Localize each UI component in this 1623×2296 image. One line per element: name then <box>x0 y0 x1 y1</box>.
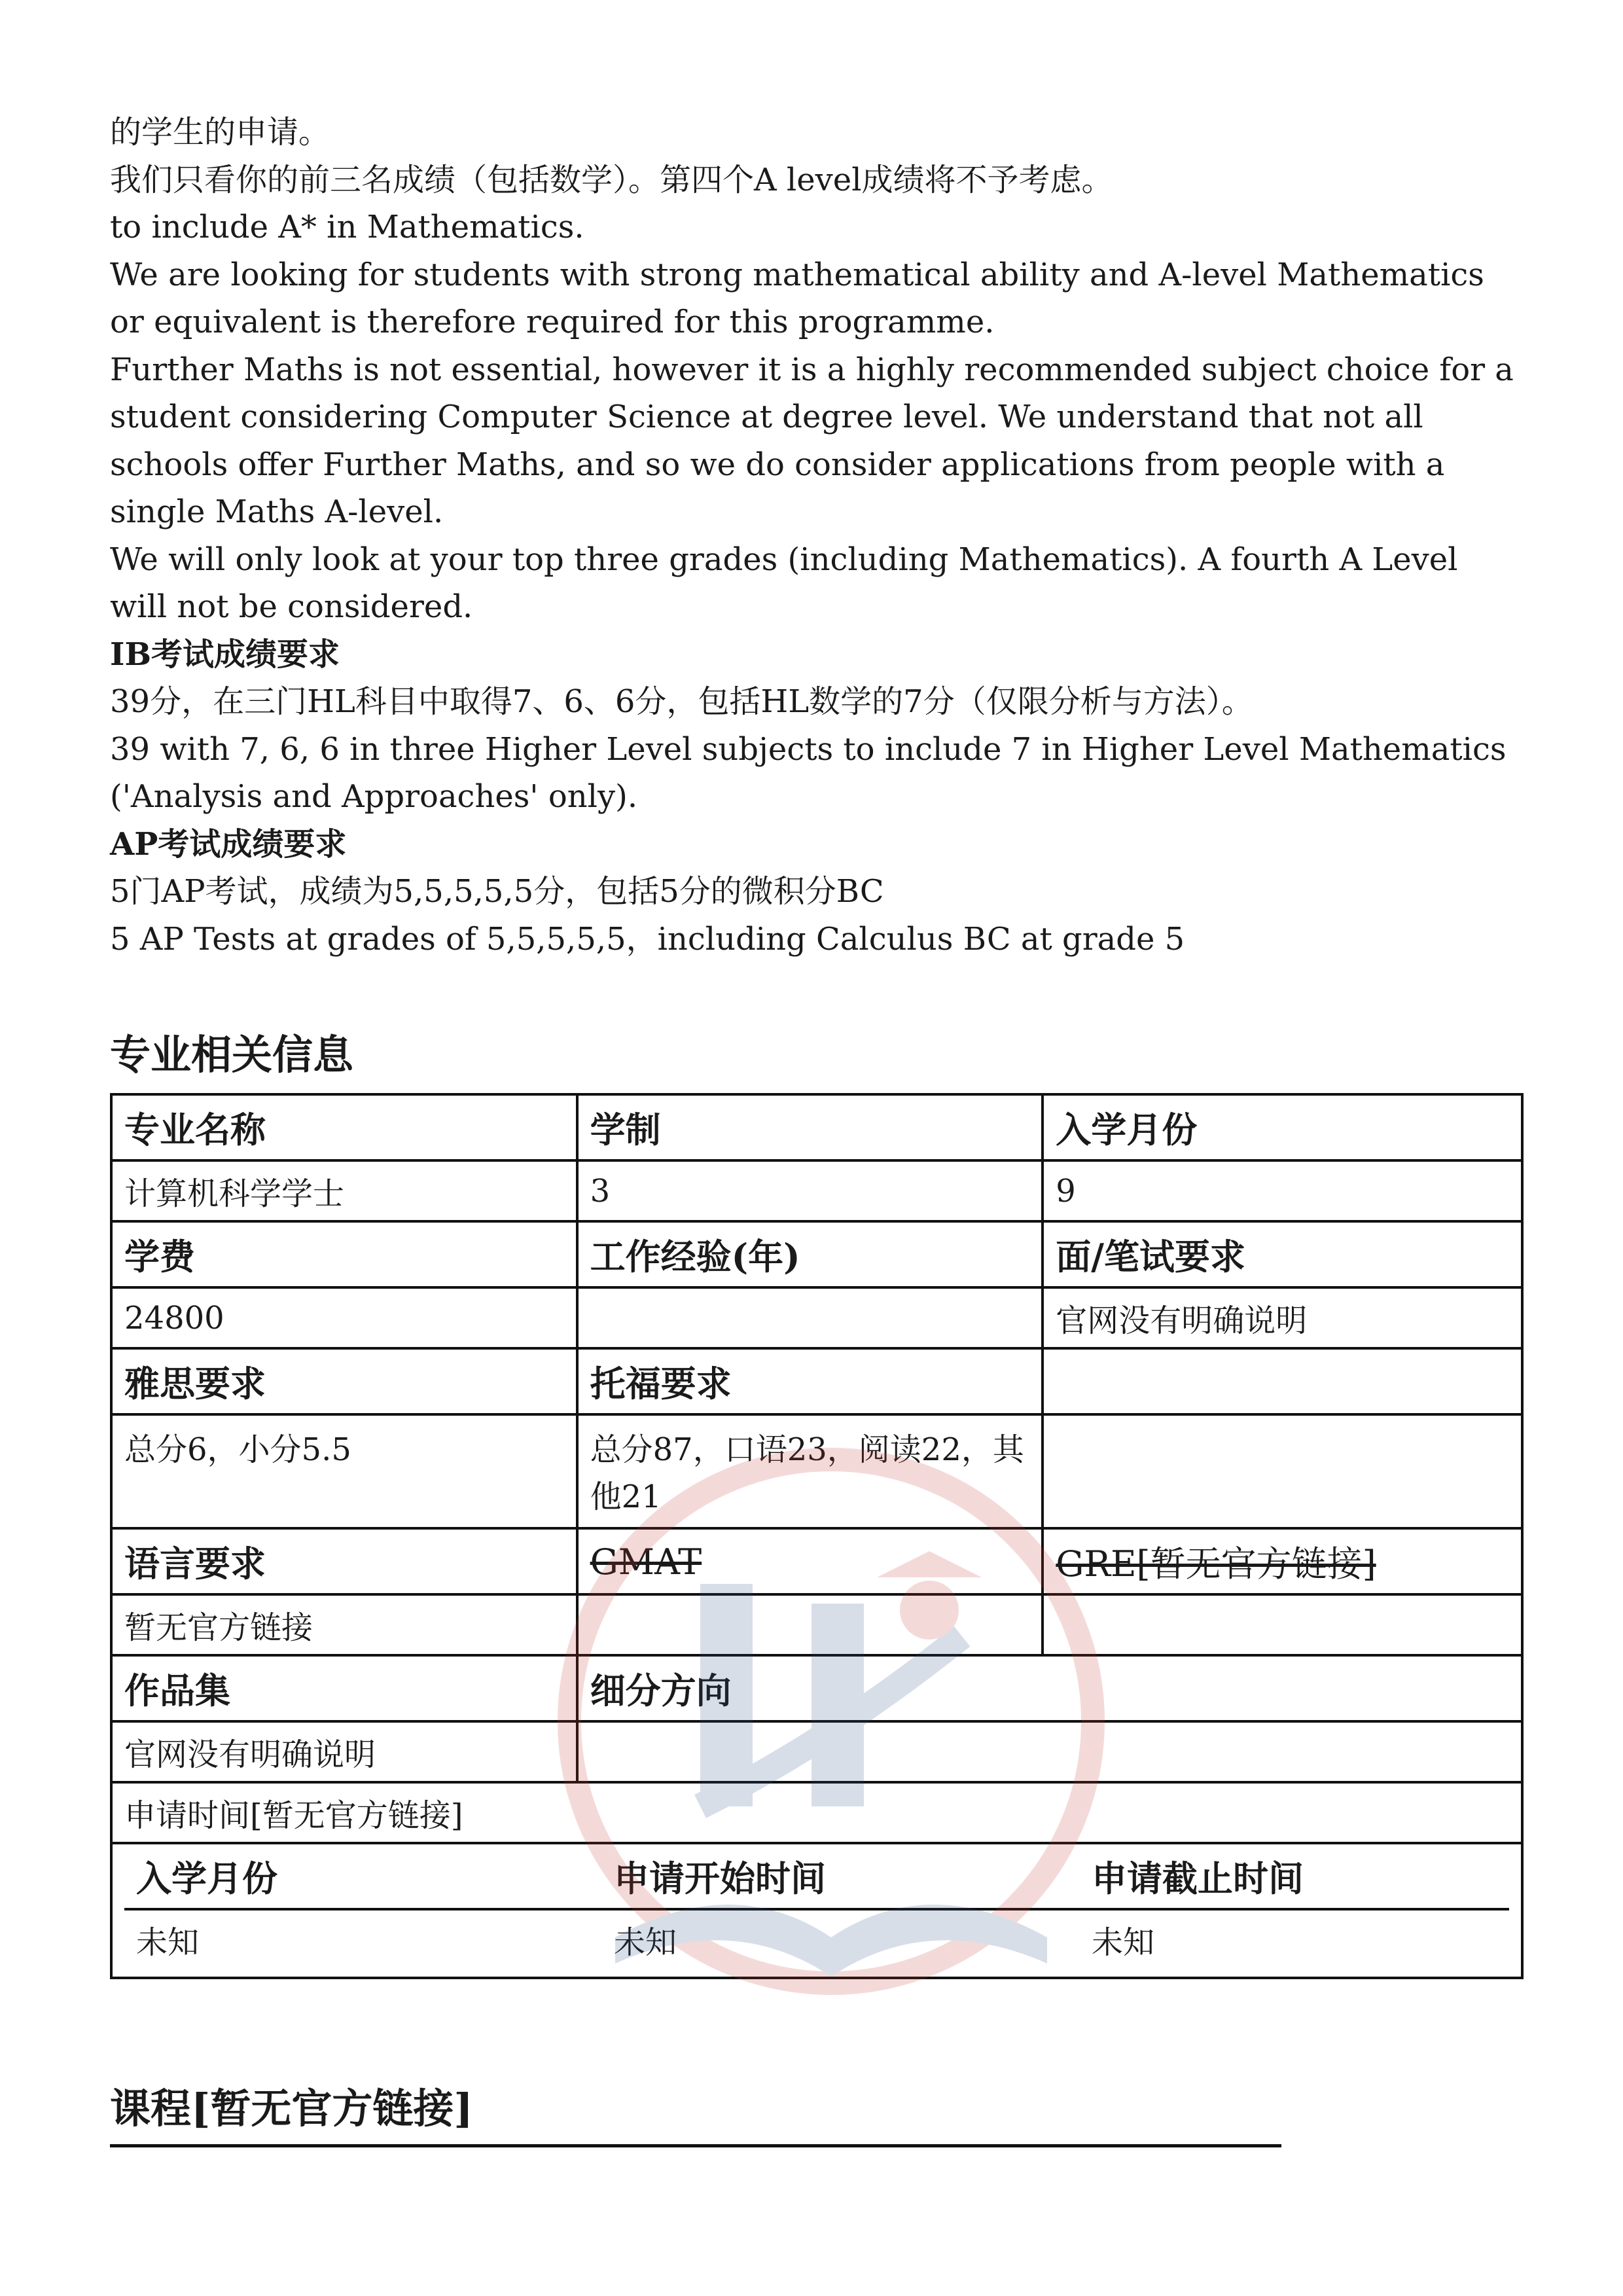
table-row <box>111 1348 1522 1414</box>
courses-title: 课程[暂无官方链接] <box>110 2085 473 2132</box>
intake-month-value: 9 <box>1043 1160 1522 1221</box>
text-line: We are looking for students with strong mathematical ability and A-level Mathematics or equivalent is therefore required for this programme. <box>110 256 1484 340</box>
portfolio-label: 作品集 <box>111 1655 577 1721</box>
table-row <box>111 1782 1522 1843</box>
intake-month-label: 入学月份 <box>1043 1094 1522 1160</box>
title-underline <box>110 2144 1281 2147</box>
admission-requirements-text <box>110 109 1524 963</box>
table-row <box>111 1221 1522 1287</box>
table-row <box>111 1721 1522 1782</box>
text-line: 的学生的申请。 <box>110 114 330 151</box>
work-experience-label: 工作经验(年) <box>577 1221 1043 1287</box>
application-time-label: 申请时间[暂无官方链接] <box>111 1782 1522 1843</box>
ib-heading: IB考试成绩要求 <box>110 636 340 673</box>
gmat-label <box>577 1528 1043 1594</box>
major-name-value: 计算机科学学士 <box>111 1160 577 1221</box>
program-info-table <box>110 1093 1524 1979</box>
text-line: to include A* in Mathematics. <box>110 209 584 245</box>
table-row <box>111 1094 1522 1160</box>
table-row <box>111 1160 1522 1221</box>
application-time-cell <box>111 1843 1522 1978</box>
toefl-value: 总分87，口语23，阅读22，其他21 <box>577 1414 1043 1528</box>
gmat-value <box>577 1594 1043 1655</box>
ap-heading: AP考试成绩要求 <box>110 825 347 863</box>
table-row <box>111 1287 1522 1348</box>
text-line: 5 AP Tests at grades of 5,5,5,5,5，including Calculus BC at grade 5 <box>110 920 1185 958</box>
gmat-link[interactable]: GMAT <box>590 1541 702 1583</box>
major-name-label: 专业名称 <box>111 1094 577 1160</box>
start-time-header: 申请开始时间 <box>602 1844 1080 1909</box>
table-row <box>111 1655 1522 1721</box>
ielts-value: 总分6，小分5.5 <box>111 1414 577 1528</box>
start-time-cell: 未知 <box>614 1924 677 1961</box>
table-row <box>111 1843 1522 1978</box>
duration-value: 3 <box>577 1160 1043 1221</box>
text-line: We will only look at your top three grades (including Mathematics). A fourth A Level will not be considered. <box>110 541 1458 625</box>
text-line: 39分，在三门HL科目中取得7、6、6分，包括HL数学的7分（仅限分析与方法）。 <box>110 683 1253 720</box>
language-value: 暂无官方链接 <box>111 1594 577 1655</box>
toefl-label: 托福要求 <box>577 1348 1043 1414</box>
duration-label: 学制 <box>577 1094 1043 1160</box>
portfolio-value: 官网没有明确说明 <box>111 1721 577 1782</box>
text-line: Further Maths is not essential, however it is a highly recommended subject choice for a student considering Computer Science at degree level. We understand that not all schools offer Further Maths, and so we do consider applications from people with a single Maths A-level. <box>110 351 1514 530</box>
intake-month-header: 入学月份 <box>124 1844 602 1909</box>
specialization-value <box>577 1721 1522 1782</box>
ielts-label: 雅思要求 <box>111 1348 577 1414</box>
work-experience-value <box>577 1287 1043 1348</box>
gre-value <box>1043 1594 1522 1655</box>
table-row <box>124 1844 1509 1909</box>
interview-value: 官网没有明确说明 <box>1043 1287 1522 1348</box>
table-row <box>111 1594 1522 1655</box>
table-row <box>124 1909 1509 1969</box>
gre-label <box>1043 1528 1522 1594</box>
specialization-label: 细分方向 <box>577 1655 1522 1721</box>
empty-cell <box>1043 1348 1522 1414</box>
tuition-value: 24800 <box>111 1287 577 1348</box>
text-line: 我们只看你的前三名成绩（包括数学）。第四个A level成绩将不予考虑。 <box>110 161 1113 198</box>
deadline-header: 申请截止时间 <box>1080 1844 1509 1909</box>
table-row <box>111 1414 1522 1528</box>
language-label: 语言要求 <box>111 1528 577 1594</box>
text-line: 39 with 7, 6, 6 in three Higher Level subjects to include 7 in Higher Level Mathematics ('Analysis and Approaches' only). <box>110 730 1507 815</box>
application-time-table <box>124 1844 1509 1969</box>
gre-link[interactable]: GRE[暂无官方链接] <box>1056 1543 1376 1585</box>
table-row <box>111 1528 1522 1594</box>
tuition-label: 学费 <box>111 1221 577 1287</box>
text-line: 5门AP考试，成绩为5,5,5,5,5分，包括5分的微积分BC <box>110 873 884 910</box>
deadline-cell: 未知 <box>1092 1924 1155 1961</box>
interview-label: 面/笔试要求 <box>1043 1221 1522 1287</box>
intake-month-cell: 未知 <box>136 1924 200 1961</box>
program-info-title: 专业相关信息 <box>110 1031 354 1079</box>
empty-cell <box>1043 1414 1522 1528</box>
